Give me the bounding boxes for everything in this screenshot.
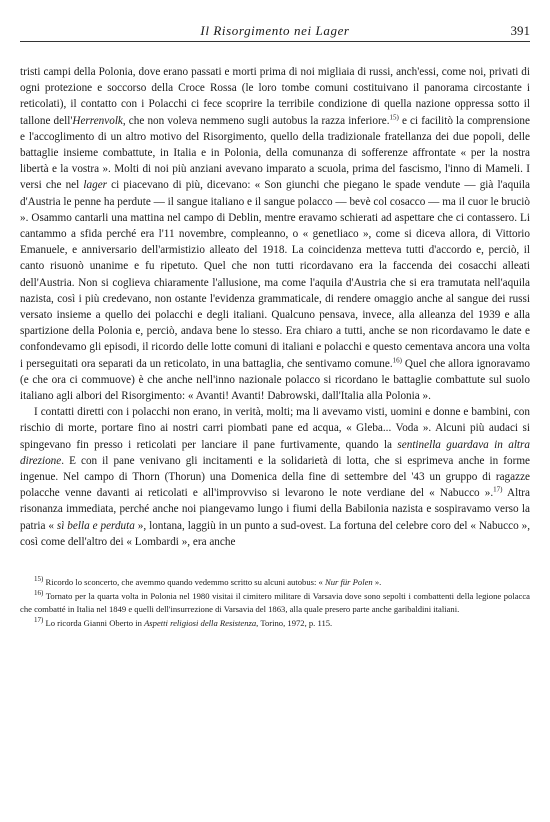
text-run: Ricordo lo sconcerto, che avemmo quando vedemmo scritto su alcuni autobus: « (43, 577, 325, 588)
italic-run: sentinella guardava in altra direzione (20, 438, 530, 467)
text-run: Altra risonanza immediata, perché anche noi piangevamo lungo i fiumi della Babilonia nazista e sospiravamo verso la patria « (20, 487, 530, 532)
italic-run: sì bella e perduta (56, 519, 135, 532)
footnote-number: 15) (34, 575, 44, 584)
footnote-ref: 17) (493, 485, 503, 494)
text-run: , che non voleva nemmeno sugli autobus la razza inferiore. (122, 114, 390, 127)
page-number: 391 (510, 23, 530, 38)
italic-run: Herrenvolk (72, 114, 123, 127)
text-run: Lo ricorda Gianni Oberto in (43, 617, 145, 628)
footnote-ref: 16) (392, 355, 402, 364)
text-run: . E con il pane venivano gli incitamenti e la solidarietà di lotta, che si esprimeva anche in forme ingenue. Nel campo di Thorn (Thorun) una Domenica della fine di settembre del '43 un gruppo di ragazze polacche venne davanti ai reticolati e all'improvviso si levarono le note verdiane del « Nabucco ». (20, 454, 530, 500)
book-page (20, 20, 530, 810)
footnote (20, 617, 530, 631)
text-run: tristi campi della Polonia, dove erano passati e morti prima di noi migliaia di russi, anch'essi, come noi, privati di ogni protezione e soccorso della Croce Rossa (le loro tombe comuni costituivano il panorama circostante i reticolati), il contatto con i Polacchi ci fece scoprire la terribile condizione di quella nazione oppressa sotto il tallone dell' (20, 66, 530, 127)
footnote-number: 17) (34, 616, 44, 625)
text-run: Quel che allora ignoravamo (e che ora ci commuove) è che anche nell'inno nazionale polacco si ricordano le battaglie combattute sul suolo italiano agli albori del Risorgimento: « Avanti! Avanti! Dabrowski, dall'Italia alla Polonia ». (20, 357, 530, 403)
page-header (20, 20, 530, 42)
text-run: e ci facilitò la comprensione e l'accoglimento di un altro motivo del Risorgimento, quello della tradizionale fratellanza dei due popoli, delle battaglie insieme combattute, in Italia e in Polonia, della comunanza di sofferenze affrontate « per la nostra libertà e la vostra ». Molti di noi più anziani avevano imparato a scuola, prima del fascismo, l'inno di Mameli. I versi che nel (20, 114, 530, 192)
paragraph (20, 404, 530, 550)
footnote (20, 590, 530, 617)
italic-run: lager (83, 179, 108, 192)
text-run: ci piacevano di più, dicevano: « Son giunchi che piegano le spade vendute — già l'aquila d'Austria le penne ha perdute — il sangue italiano e il sangue polacco — bevè col cosacco — ma il cuor le bruciò ». Osammo cantarli una mattina nel campo di Deblin, mentre eravamo schierati ad aspettare che ci contassero. Li cantammo a sfida perché era l'11 novembre, compleanno, o « genetliaco », come si diceva allora, di Vittorio Emanuele, e anniversario dell'armistizio alleato del 1918. La coincidenza metteva tutti d'accordo e, perciò, il canto risuonò unanime e fu ripetuto. Quel che non tutti ricordavano era la faccenda dei cosacchi alleati dell'Austria. Non si coglieva chiaramente l'allusione, ma come l'aquila d'Austria che si era tramutata nell'aquila nazista, così i più credevano, non ostante l'evidenza grammaticale, di rendere omaggio anche al sangue dei russi versato insieme a quello dei polacchi e degli italiani. Qualcuno pensava, invece, alla alleanza del 1939 e alla spartizione della Polonia e, perciò, andava bene lo stesso. Era chiaro a tutti, anche se non ricordavamo le date e confondevamo gli episodi, il ricordo delle lotte comuni di italiani e polacchi e questo cementava ancora una volta i perseguitati ora separati da un reticolato, in una battaglia, che sentivamo comune. (20, 179, 530, 370)
footnotes (20, 576, 530, 630)
footnote (20, 576, 530, 590)
body-text (20, 64, 530, 550)
text-run: ». (372, 577, 382, 588)
running-title: Il Risorgimento nei Lager (200, 23, 350, 38)
footnote-ref: 15) (389, 112, 399, 121)
text-run: Tornato per la quarta volta in Polonia nel 1980 visitai il cimitero militare di Varsavia dove sono sepolti i combattenti della legione polacca che combatté in Italia nel 1849 e quelli dell'insurrezione di Varsavia del 1863, alla quale presero parte anche garibaldini italiani. (20, 590, 530, 615)
text-run: », lontana, laggiù in un punto a sud-ovest. La fortuna del celebre coro del « Nabucco », così come dell'altro dei « Lombardi », era anche (20, 519, 530, 548)
italic-run: Aspetti religiosi della Resistenza (144, 617, 257, 628)
header-rule (20, 41, 530, 42)
italic-run: Nur für Polen (324, 577, 373, 588)
text-run: , Torino, 1972, p. 115. (256, 617, 333, 628)
footnote-number: 16) (34, 588, 44, 597)
text-run: I contatti diretti con i polacchi non erano, in verità, molti; ma li avevamo visti, uomini e donne e bambini, con rischio di morte, portare fino ai nostri carri piombati pane ed acqua, « Gleba... Voda ». Alcuni più audaci si spingevano fin presso i reticolati per lanciare il pane furtivamente, quando la (20, 406, 530, 451)
paragraph (20, 64, 530, 404)
